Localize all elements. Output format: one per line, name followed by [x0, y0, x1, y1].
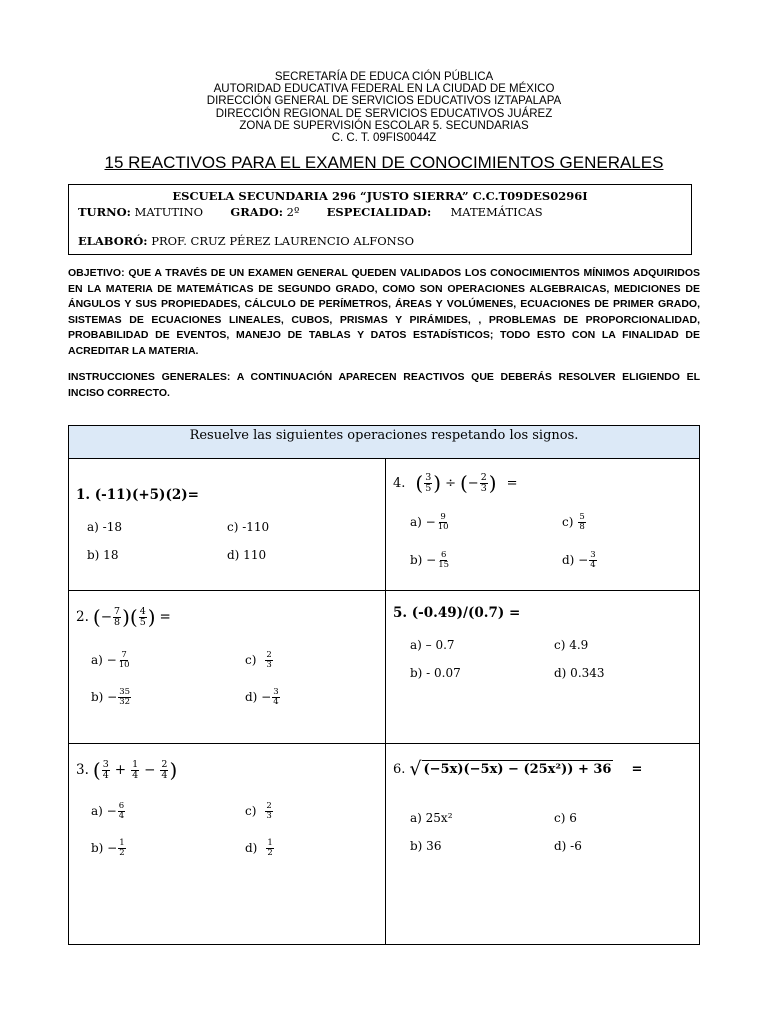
turno-label: TURNO:: [78, 205, 131, 219]
question-number: 4.: [393, 475, 406, 491]
question-3: [69, 744, 385, 898]
question-6: [386, 744, 702, 898]
grado-value: 2º: [286, 205, 300, 219]
question-1: [69, 459, 385, 613]
option-d[interactable]: d) 0.343: [554, 666, 605, 680]
option-b[interactable]: b) − $\frac{6}{15}$: [410, 550, 450, 570]
option-b[interactable]: b) − $\frac{1}{2}$: [91, 838, 125, 858]
question-4-text: 4. ( $\frac{3}{5}$ ) ÷ ( − $\frac{2}{3}$ ) =: [393, 471, 518, 496]
school-details: [78, 205, 543, 219]
exercise-table: [68, 425, 700, 945]
institution-header: [0, 71, 768, 144]
page-title: 15 REACTIVOS PARA EL EXAMEN DE CONOCIMIENTOS GENERALES: [104, 153, 664, 172]
option-c[interactable]: c) $\frac{5}{8}$: [562, 512, 585, 532]
square-root: √ (−5x)(−5x) − (25x²)) + 36: [409, 758, 612, 780]
header-line: DIRECCIÓN GENERAL DE SERVICIOS EDUCATIVOS IZTAPALAPA: [206, 95, 562, 108]
turno-value: MATUTINO: [134, 205, 204, 219]
header-line: DIRECCIÓN REGIONAL DE SERVICIOS EDUCATIVOS JUÁREZ: [215, 107, 553, 120]
option-d[interactable]: d) − $\frac{3}{4}$: [562, 550, 596, 570]
option-c[interactable]: c) $\frac{2}{3}$: [245, 650, 272, 670]
question-2-text: 2. ( − $\frac{7}{8}$ ) ( $\frac{4}{5}$ ) =: [76, 605, 171, 630]
objective-paragraph: [68, 266, 700, 359]
option-d[interactable]: d) $\frac{1}{2}$: [245, 838, 273, 858]
objective-text: QUE A TRAVÉS DE UN EXAMEN GENERAL QUEDEN VALIDADOS LOS CONOCIMIENTOS MÍNIMOS ADQUIRIDOS EN LA MATERIA DE MATEMÁTICAS DE SEGUNDO GRADO, COMO SON OPERACIONES ALGEBRAICAS, MEDICIONES DE ÁNGULOS Y SUS PROPIEDADES, CÁLCULO DE PERÍMETROS, ÁREAS Y VOLÚMENES, ECUACIONES DE PRIMER GRADO, SISTEMAS DE ECUACIONES LINEALES, CUBOS, PRISMAS Y PIRÁMIDES, , PROBLEMAS DE PROPORCIONALIDAD, PROBABILIDAD DE EVENTOS, MANEJO DE TABLAS Y DATOS ESTADÍSTICOS; TODO ESTO CON LA FINALIDAD DE ACREDITAR LA MATERIA.: [68, 267, 700, 357]
elaboro-label: ELABORÓ:: [78, 234, 148, 248]
option-c[interactable]: c) $\frac{2}{3}$: [245, 801, 272, 821]
option-c[interactable]: c) 6: [554, 811, 577, 825]
question-5-text: 5. (-0.49)/(0.7) =: [393, 605, 521, 621]
elaboro-value: PROF. CRUZ PÉREZ LAURENCIO ALFONSO: [151, 234, 415, 248]
option-b[interactable]: b) 36: [410, 839, 442, 853]
option-d[interactable]: d) 110: [227, 548, 267, 562]
option-c[interactable]: c) 4.9: [554, 638, 589, 652]
especialidad-label: ESPECIALIDAD:: [326, 205, 432, 219]
instructions-label: INSTRUCCIONES GENERALES:: [68, 371, 231, 383]
fraction: $\frac{3}{5}$: [425, 472, 432, 494]
question-1-text: 1. (-11)(+5)(2)=: [76, 487, 199, 503]
option-d[interactable]: d) -6: [554, 839, 582, 853]
fraction: $\frac{2}{3}$: [480, 472, 487, 494]
grado-label: GRADO:: [230, 205, 283, 219]
author-line: [78, 234, 414, 248]
question-number: 6.: [393, 762, 406, 777]
objective-label: OBJETIVO:: [68, 267, 125, 279]
instructions-paragraph: [68, 370, 700, 401]
option-b[interactable]: b) 18: [87, 548, 119, 562]
question-4: [386, 459, 702, 613]
option-a[interactable]: a) – 0.7: [410, 638, 455, 652]
option-a[interactable]: a) − $\frac{7}{10}$: [91, 650, 130, 670]
question-2: [69, 591, 385, 745]
question-number: 3.: [76, 762, 89, 779]
option-a[interactable]: a) -18: [87, 520, 122, 534]
especialidad-value: MATEMÁTICAS: [450, 205, 543, 219]
option-a[interactable]: a) − $\frac{6}{4}$: [91, 801, 125, 821]
option-a[interactable]: a) − $\frac{9}{10}$: [410, 512, 449, 532]
option-b[interactable]: b) − $\frac{35}{32}$: [91, 687, 131, 707]
header-line: C. C. T. 09FIS0044Z: [331, 132, 437, 145]
question-3-text: 3. ( $\frac{3}{4}$ + $\frac{1}{4}$ − $\frac{2}{4}$ ): [76, 758, 178, 783]
instructions-text: A CONTINUACIÓN APARECEN REACTIVOS QUE DEBERÁS RESOLVER ELIGIENDO EL INCISO CORRECTO.: [68, 371, 701, 399]
option-d[interactable]: d) − $\frac{3}{4}$: [245, 687, 279, 707]
option-a[interactable]: a) 25x²: [410, 811, 453, 825]
question-6-text: 6. √ (−5x)(−5x) − (25x²)) + 36 =: [393, 758, 643, 780]
option-c[interactable]: c) -110: [227, 520, 270, 534]
option-b[interactable]: b) - 0.07: [410, 666, 461, 680]
school-name: ESCUELA SECUNDARIA 296 “JUSTO SIERRA” C.C.T09DES0296I: [172, 189, 588, 203]
header-line: SECRETARÍA DE EDUCA CIÓN PÚBLICA: [274, 71, 494, 83]
table-header: Resuelve las siguientes operaciones respetando los signos.: [69, 426, 699, 459]
header-line: AUTORIDAD EDUCATIVA FEDERAL EN LA CIUDAD DE MÉXICO: [213, 83, 555, 96]
header-line: ZONA DE SUPERVISIÓN ESCOLAR 5. SECUNDARIAS: [239, 119, 529, 132]
question-5: [386, 591, 702, 745]
question-number: 2.: [76, 609, 89, 626]
school-info-box: [68, 184, 692, 255]
